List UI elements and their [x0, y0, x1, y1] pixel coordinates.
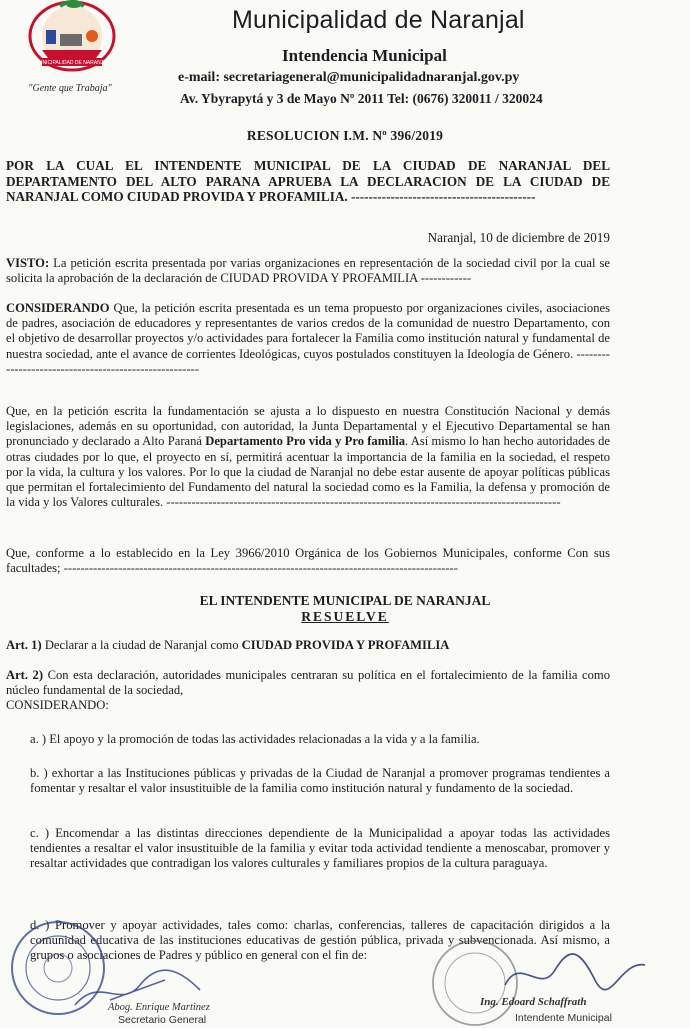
- resolution-preamble: POR LA CUAL EL INTENDENTE MUNICIPAL DE LA CIUDAD DE NARANJAL DEL DEPARTAMENTO DEL ALTO PARANA APRUEBA LA DECLARACION DE LA CIUDAD DE NARANJAL COMO CIUDAD PROVIDA Y PROFAMILIA. ------------------------------------------: [6, 158, 610, 204]
- municipality-title: Municipalidad de Naranjal: [232, 6, 525, 34]
- p3-text-before: Que, en la petición escrita la fundamentación se ajusta a lo dispuesto en nuestra Constitución Nacional y demás legislaciones, además en su oportunidad, con autoridad, la Junta Departamental y el Ejecutivo Departamental se han pronunciado y declarado a Alto Paraná: [6, 404, 610, 449]
- list-item-a: a. ) El apoyo y la promoción de todas las actividades relacionadas a la vida y a la familia.: [30, 732, 480, 746]
- secretary-title: Secretario General: [118, 1014, 207, 1026]
- art2-text: Con esta declaración, autoridades municipales centraran su política en el fortalecimiento de la familia como núcleo fundamental de la sociedad,: [6, 668, 611, 698]
- secretary-name: Abog. Enrique Martinez: [108, 1002, 210, 1013]
- visto-paragraph: [6, 256, 610, 286]
- list-item-d: d. ) Promover y apoyar actividades, tales como: charlas, conferencias, talleres de capacitación dirigidos a la comunidad educativa de las instituciones educativas de gestión pública, privada y subvencionada. Así mismo, a grupos o asociaciones de Padres y público en general con el fin de:: [30, 918, 610, 963]
- logo-slogan-text: "Gente que Trabaja": [28, 83, 112, 94]
- municipality-logo: [12, 0, 132, 100]
- orange-crest-icon: [12, 0, 132, 100]
- p3-text-after: . Así mismo lo han hecho autoridades de otras ciudades por lo que, el proyecto en sí, permitirá acentuar la importancia de la familia en la sociedad, el respeto por la vida, la cultura y los valores. Por lo que la ciudad de Naranjal no debe estar ausente de apoyar políticas públicas que permitan el fortalecimiento del Fundamento del natural la sociedad como es la Familia, la defensa y promoción de la vida y los Valores culturales. ----------------------------------------------------------------------------------------------: [6, 434, 610, 510]
- contact-address: Av. Ybyrapytá y 3 de Mayo Nº 2011 Tel: (0676) 320011 / 320024: [180, 91, 543, 106]
- signature-right-icon: [500, 950, 650, 1000]
- article-2: [6, 668, 610, 714]
- p3-bold: Departamento Pro vida y Pro familia: [205, 434, 406, 449]
- article-1: [6, 638, 610, 653]
- list-item-b: b. ) exhortar a las Instituciones públicas y privadas de la Ciudad de Naranjal a promover programas tendientes a fomentar y resaltar el valor insustituible de la familia como institución natural y fundamento de la sociedad.: [30, 766, 610, 796]
- resuelve-word: RESUELVE: [301, 608, 389, 624]
- fundamentacion-paragraph: [6, 404, 610, 510]
- intendente-heading: EL INTENDENTE MUNICIPAL DE NARANJAL: [199, 593, 491, 608]
- contact-email: e-mail: secretariageneral@municipalidadnaranjal.gov.py: [178, 70, 520, 85]
- list-item-c: c. ) Encomendar a las distintas direcciones dependiente de la Municipalidad a apoyar todas las actividades tendientes a resaltar el valor insustituible de la familia y evitar toda actividad tendiente a menoscabar, promover y resaltar actividades que contradigan los valores culturales y familiares propios de la cultura paraguaya.: [30, 826, 610, 871]
- art1-text: Declarar a la ciudad de Naranjal como: [41, 638, 242, 652]
- art2-considerando: CONSIDERANDO:: [6, 698, 109, 713]
- considerando-label: CONSIDERANDO: [6, 301, 110, 315]
- resuelve-heading: [0, 593, 690, 624]
- considerando-paragraph: [6, 301, 610, 377]
- intendencia-subtitle: Intendencia Municipal: [282, 46, 447, 65]
- visto-text: La petición escrita presentada por varias organizaciones en representación de la sociedad civil por la cual se solicita la aprobación de la declaración de CIUDAD PROVIDA Y PROFAMILIA ------------: [6, 256, 610, 286]
- resolution-date: Naranjal, 10 de diciembre de 2019: [427, 230, 610, 245]
- logo-banner-text: MUNICIPALIDAD DE NARANJAL: [34, 60, 110, 66]
- resolution-number: RESOLUCION I.M. Nº 396/2019: [246, 128, 444, 143]
- art1-label: Art. 1): [6, 638, 42, 652]
- intendente-title: Intendente Municipal: [515, 1012, 612, 1024]
- considerando-text: Que, la petición escrita presentada es un tema propuesto por organizaciones civiles, asociaciones de padres, asociación de educadores y representantes de varios credos de la comunidad de nuestro Departamento, con el objetivo de desarrollar proyectos y/o actividades para fortalecer la Familia como institución natural y fundamental de nuestra sociedad, ante el avance de corrientes Ideológicas, cuyos postulados constituyen la Ideología de Género. ------------------------------------------------------: [6, 301, 610, 376]
- intendente-name: Ing. Edoard Schaffrath: [480, 996, 587, 1008]
- art1-bold: CIUDAD PROVIDA Y PROFAMILIA: [241, 638, 450, 652]
- art2-label: Art. 2): [6, 668, 44, 682]
- ley-paragraph: Que, conforme a lo establecido en la Ley 3966/2010 Orgánica de los Gobiernos Municipales, conforme Con sus facultades; ----------------------------------------------------------------------------------------------: [6, 546, 610, 576]
- visto-label: VISTO:: [6, 256, 50, 270]
